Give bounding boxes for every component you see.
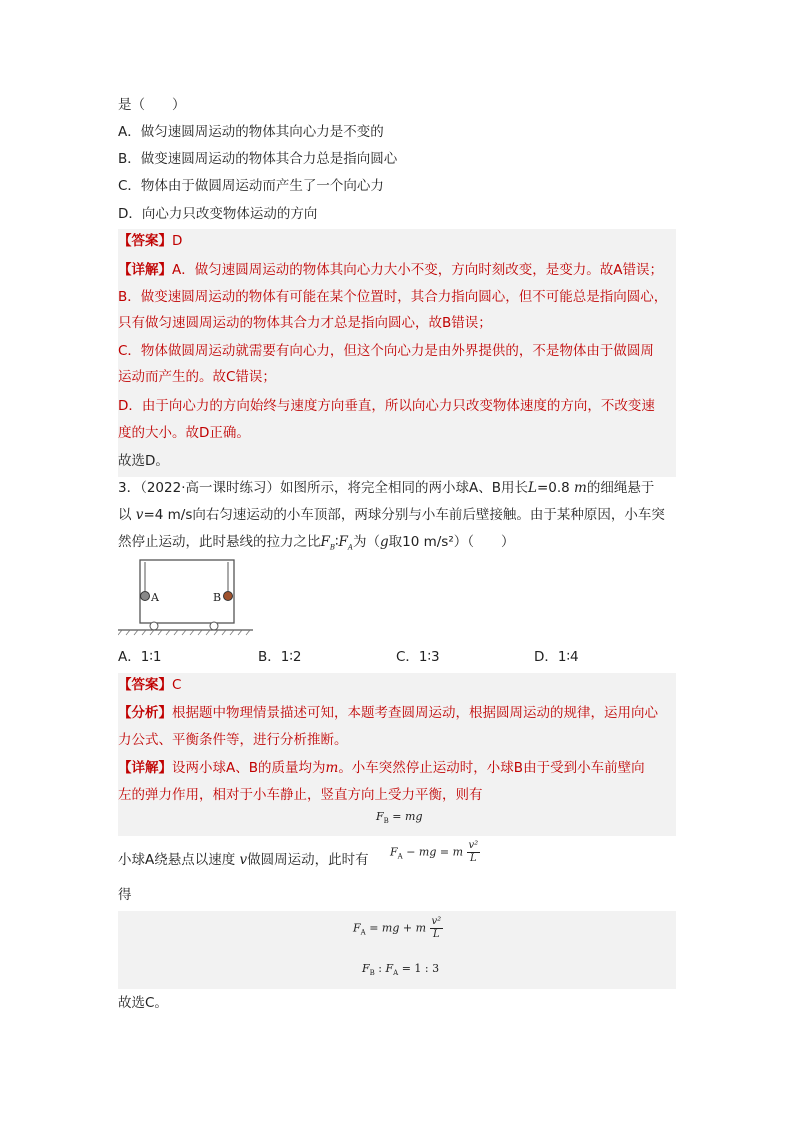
de-text: 得: [118, 887, 132, 903]
equation-fa: $F_A$ = mg + m $\frac{\text{v²}}{L}$: [353, 916, 442, 940]
label-a: A: [151, 591, 159, 604]
q3-analysis-line-1: 【分析】根据题中物理情景描述可知，本题考查圆周运动，根据圆周运动的规律，运用向心: [118, 705, 658, 721]
prev-detail-line-1: 【详解】A．做匀速圆周运动的物体其向心力大小不变，方向时刻改变，是变力。故A错误；: [118, 262, 663, 278]
q3-line-2: 以 v=4 m/s向右匀速运动的小车顶部，两球分别与小车前后壁接触。由于某种原因，小车突: [118, 507, 665, 523]
option-d-prev: D．向心力只改变物体运动的方向: [118, 206, 318, 222]
equation-centripetal: $F_A$ − mg = m $\frac{\text{v²}}{L}$: [390, 840, 479, 864]
prev-detail-line-3: 只有做匀速圆周运动的物体其合力才总是指向圆心，故B错误；: [118, 315, 492, 331]
q3-analysis-line-2: 力公式、平衡条件等，进行分析推断。: [118, 732, 348, 748]
q3-answer: 【答案】C: [118, 677, 182, 693]
q3-option-b: B．1∶2: [258, 649, 302, 665]
wheel-right: [210, 622, 218, 630]
q3-option-d: D．1∶4: [534, 649, 579, 665]
option-c-prev: C．物体由于做圆周运动而产生了一个向心力: [118, 178, 384, 194]
q3-detail-line-2: 左的弹力作用，相对于小车静止，竖直方向上受力平衡，则有: [118, 787, 483, 803]
cart-figure: [118, 558, 258, 638]
ground-hatching: [118, 630, 250, 635]
q3-option-a: A．1∶1: [118, 649, 162, 665]
q3-detail-line-1: 【详解】设两小球A、B的质量均为m。小车突然停止运动时，小球B由于受到小车前壁向: [118, 760, 645, 776]
prev-detail-line-4: C．物体做圆周运动就需要有向心力，但这个向心力是由外界提供的，不是物体由于做圆周: [118, 343, 654, 359]
option-b-prev: B．做变速圆周运动的物体其合力总是指向圆心: [118, 151, 398, 167]
equation-fb: $F_B$ = mg: [376, 810, 423, 826]
prev-detail-line-7: 度的大小。故D正确。: [118, 425, 250, 441]
ball-b: [224, 592, 233, 601]
question-tail: 是（ ）: [118, 97, 186, 113]
final-conclusion: 故选C。: [118, 995, 168, 1011]
prev-detail-line-5: 运动而产生的。故C错误；: [118, 369, 276, 385]
q3-line-1: 3．（2022·高一课时练习）如图所示，将完全相同的两小球A、B用长L=0.8 m的细绳悬于: [118, 480, 655, 496]
q3-option-c: C．1∶3: [396, 649, 440, 665]
ball-a: [141, 592, 150, 601]
option-a-prev: A．做匀速圆周运动的物体其向心力是不变的: [118, 124, 384, 140]
prev-detail-line-6: D．由于向心力的方向始终与速度方向垂直，所以向心力只改变物体速度的方向，不改变速: [118, 398, 655, 414]
equation-ratio: $F_B$ : $F_A = 1$ : 3: [362, 962, 440, 978]
wheel-left: [150, 622, 158, 630]
prev-answer: 【答案】D: [118, 233, 183, 249]
prev-conclusion: 故选D。: [118, 453, 169, 469]
q3-line-3: 然停止运动，此时悬线的拉力之比$F_B∶F_A$为（g取10 m/s²）（ ）: [118, 534, 515, 552]
prev-detail-line-2: B．做变速圆周运动的物体有可能在某个位置时，其合力指向圆心，但不可能总是指向圆心，: [118, 289, 668, 305]
label-b: B: [213, 591, 222, 604]
mid-text: 小球A绕悬点以速度 v做圆周运动，此时有: [118, 852, 369, 868]
